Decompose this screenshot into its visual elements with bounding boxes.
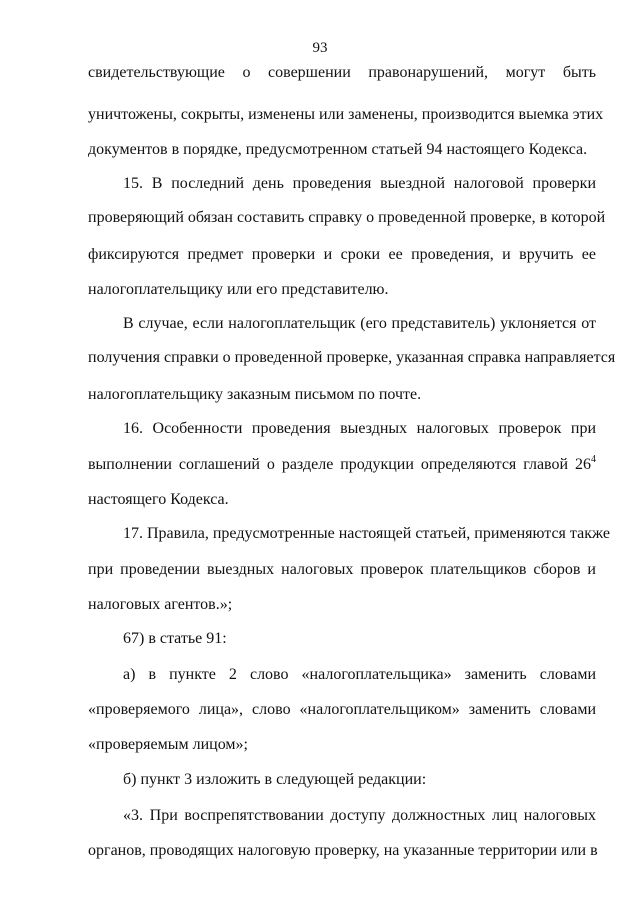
paragraph-start: В случае, если налогоплательщик (его представитель) уклоняется от (123, 315, 596, 332)
text-line-with-superscript (88, 455, 596, 475)
item-67: 67) в статье 91: (123, 630, 227, 647)
text-line: при проведении выездных налоговых проверок плательщиков сборов и (88, 561, 596, 578)
quote-item-3-start: «3. При воспрепятствовании доступу должностных лиц налоговых (123, 807, 596, 824)
chapter-superscript: 4 (591, 454, 596, 465)
text-line: получения справки о проведенной проверке, указанная справка направляется (88, 349, 616, 366)
text-line: фиксируются предмет проверки и сроки ее проведения, и вручить ее (88, 246, 596, 263)
paragraph-17-start: 17. Правила, предусмотренные настоящей статьей, применяются также (123, 525, 610, 542)
paragraph-15-start: 15. В последний день проведения выездной налоговой проверки (123, 175, 596, 192)
text-line: документов в порядке, предусмотренном статьей 94 настоящего Кодекса. (88, 141, 588, 158)
text-line: органов, проводящих налоговую проверку, на указанные территории или в (88, 842, 598, 859)
text-line: уничтожены, сокрыты, изменены или заменены, производится выемка этих (88, 106, 604, 123)
text-line: налогоплательщику или его представителю. (88, 281, 389, 298)
text-span: выполнении соглашений о разделе продукции определяются главой 26 (88, 456, 591, 473)
text-line: «проверяемым лицом»; (88, 736, 248, 753)
text-line: «проверяемого лица», слово «налогоплательщиком» заменить словами (88, 701, 596, 718)
subitem-b: б) пункт 3 изложить в следующей редакции: (123, 771, 427, 788)
subitem-a-start: а) в пункте 2 слово «налогоплательщика» заменить словами (123, 666, 596, 683)
text-line: настоящего Кодекса. (88, 491, 229, 508)
text-line: проверяющий обязан составить справку о проведенной проверке, в которой (88, 209, 606, 226)
page-number: 93 (312, 40, 328, 56)
text-line: налогоплательщику заказным письмом по почте. (88, 386, 422, 403)
paragraph-16-start: 16. Особенности проведения выездных налоговых проверок при (123, 420, 596, 437)
text-line: налоговых агентов.»; (88, 596, 233, 613)
text-line: свидетельствующие о совершении правонарушений, могут быть (88, 64, 596, 81)
